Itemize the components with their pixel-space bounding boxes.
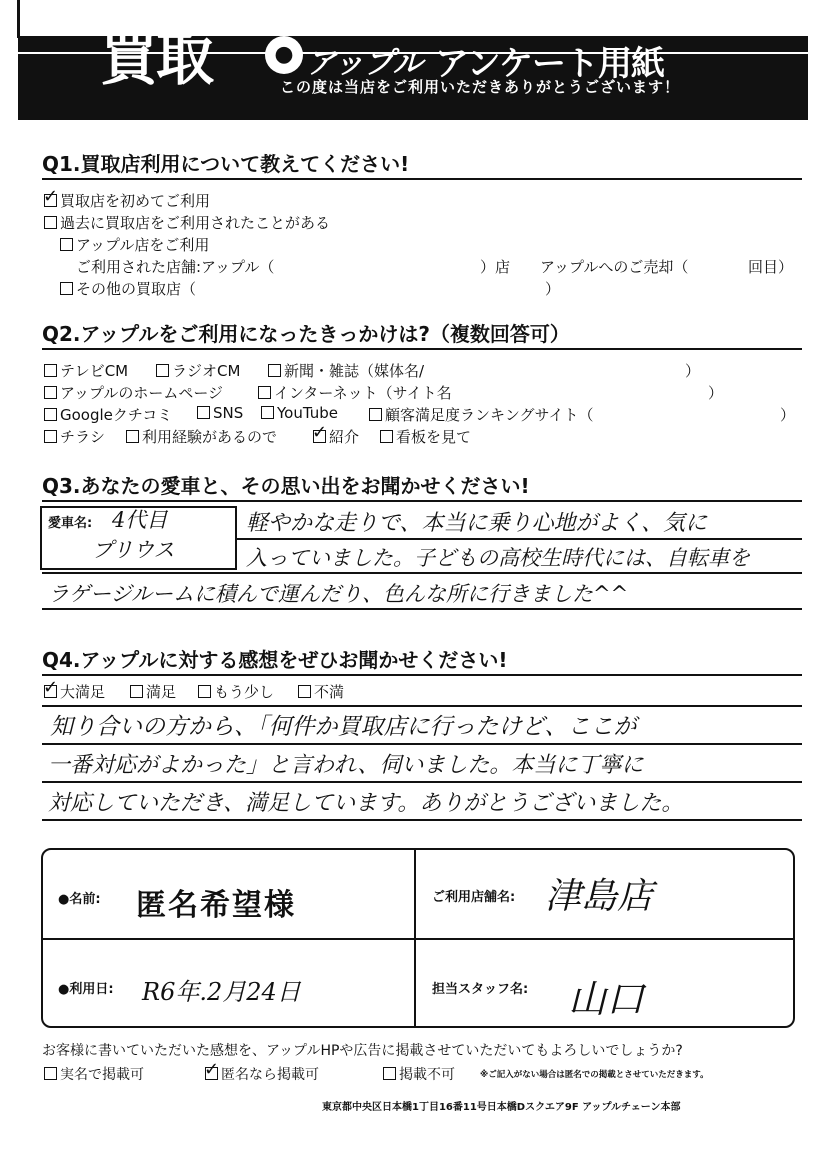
q2-ranking-close: ） bbox=[780, 406, 796, 424]
publish-note: ※ご記入がない場合は匿名での掲載とさせていただきます。 bbox=[480, 1070, 709, 1080]
publish-option-real[interactable]: 実名で掲載可 bbox=[44, 1064, 144, 1084]
checkbox-icon[interactable] bbox=[126, 430, 139, 443]
info-divider-v bbox=[414, 848, 416, 1028]
publish-option-no[interactable]: 掲載不可 bbox=[383, 1064, 455, 1084]
name-value: 匿名希望様 bbox=[136, 888, 296, 923]
q2-option-tv[interactable]: テレビCM bbox=[44, 360, 128, 381]
checkbox-icon[interactable] bbox=[261, 406, 274, 419]
checkbox-icon[interactable] bbox=[258, 386, 271, 399]
q1-option-other-close: ） bbox=[545, 280, 561, 298]
checkbox-icon[interactable] bbox=[44, 1067, 57, 1080]
q1-used-store-suffix: ）店 bbox=[480, 258, 511, 276]
q2-option-signboard[interactable]: 看板を見て bbox=[380, 426, 471, 447]
checkbox-icon[interactable] bbox=[44, 216, 57, 229]
comment-line1: 知り合いの方から、「何件か買取店に行ったけど、ここが bbox=[50, 714, 637, 740]
q2-internet-close: ） bbox=[708, 384, 724, 402]
checkbox-checked-icon[interactable] bbox=[313, 430, 326, 443]
car-name-label: 愛車名: bbox=[48, 516, 93, 531]
bullet-icon: ● bbox=[58, 982, 70, 997]
q1-option-apple[interactable]: アップル店をご利用 bbox=[60, 234, 209, 255]
q2-option-flyer[interactable]: チラシ bbox=[44, 426, 105, 447]
store-value: 津島店 bbox=[545, 876, 654, 917]
q4-title: Q4.アップルに対する感想をぜひお聞かせください! bbox=[42, 648, 508, 672]
checkbox-icon[interactable] bbox=[198, 685, 211, 698]
q4-option-unsatisfied[interactable]: 不満 bbox=[298, 681, 344, 702]
date-value: R6年.2月24日 bbox=[142, 978, 301, 1006]
comment-rule-0 bbox=[42, 705, 802, 707]
comment-rule-2 bbox=[42, 781, 802, 783]
checkbox-icon[interactable] bbox=[369, 408, 382, 421]
checkbox-icon[interactable] bbox=[383, 1067, 396, 1080]
publish-question: お客様に書いていただいた感想を、アップルHPや広告に掲載させていただいてもよろしいでしょうか? bbox=[42, 1043, 683, 1059]
checkbox-icon[interactable] bbox=[44, 408, 57, 421]
q1-sale-count-suffix: 回目） bbox=[748, 258, 794, 276]
store-label: ご利用店舗名: bbox=[432, 890, 516, 905]
date-label: ●利用日: bbox=[58, 982, 114, 997]
q2-option-paper[interactable]: 新聞・雑誌（媒体名/ bbox=[268, 360, 424, 381]
checkbox-checked-icon[interactable] bbox=[44, 194, 57, 207]
memory-line2: 入っていました。子どもの高校生時代には、自転車を bbox=[246, 546, 750, 570]
company-address: 東京都中央区日本橋1丁目16番11号日本橋Dスクエア9F アップルチェーン本部 bbox=[322, 1102, 681, 1113]
checkbox-icon[interactable] bbox=[197, 406, 210, 419]
checkbox-checked-icon[interactable] bbox=[205, 1067, 218, 1080]
q4-underline bbox=[42, 674, 802, 676]
memory-line3: ラゲージルームに積んで運んだり、色んな所に行きました^^ bbox=[48, 582, 629, 606]
staff-label: 担当スタッフ名: bbox=[432, 982, 529, 997]
staff-value: 山口 bbox=[568, 977, 645, 1021]
car-name-line1: 4代目 bbox=[112, 508, 168, 532]
q2-option-google[interactable]: Googleクチコミ bbox=[44, 404, 172, 425]
q2-option-referral[interactable]: ✓ 紹介 bbox=[313, 426, 359, 447]
q2-option-homepage[interactable]: アップルのホームページ bbox=[44, 382, 223, 403]
bullet-icon: ● bbox=[58, 892, 70, 907]
checkbox-icon[interactable] bbox=[156, 364, 169, 377]
q1-option-past[interactable]: 過去に買取店をご利用されたことがある bbox=[44, 212, 330, 233]
checkbox-icon[interactable] bbox=[268, 364, 281, 377]
apple-logo-icon: ● bbox=[265, 36, 303, 74]
q1-option-first[interactable]: ✓買取店を初めてご利用 bbox=[44, 190, 210, 211]
checkbox-icon[interactable] bbox=[44, 386, 57, 399]
name-label: ●名前: bbox=[58, 892, 101, 907]
publish-option-anon[interactable]: ✓ 匿名なら掲載可 bbox=[205, 1064, 319, 1084]
q4-option-satisfied[interactable]: 満足 bbox=[130, 681, 176, 702]
q4-option-more[interactable]: もう少し bbox=[198, 681, 274, 702]
checkbox-icon[interactable] bbox=[298, 685, 311, 698]
q1-used-store-label: ご利用された店舗:アップル（ bbox=[76, 258, 275, 276]
q3-title: Q3.あなたの愛車と、その思い出をお聞かせください! bbox=[42, 474, 530, 498]
q1-sale-count-label: アップルへのご売却（ bbox=[540, 258, 689, 276]
q2-option-experience[interactable]: 利用経験があるので bbox=[126, 426, 277, 447]
header-subtitle: この度は当店をご利用いただきありがとうございます！ bbox=[280, 78, 681, 96]
q2-paper-close: ） bbox=[685, 362, 701, 380]
comment-line2: 一番対応がよかった」と言われ、伺いました。本当に丁寧に bbox=[48, 753, 644, 778]
checkbox-icon[interactable] bbox=[60, 238, 73, 251]
q2-option-youtube[interactable]: YouTube bbox=[261, 404, 338, 422]
header-brand: アップル bbox=[306, 46, 423, 81]
q2-option-sns[interactable]: SNS bbox=[197, 404, 243, 422]
q2-underline bbox=[42, 348, 802, 350]
checkbox-icon[interactable] bbox=[130, 685, 143, 698]
q1-option-other[interactable]: その他の買取店（ bbox=[60, 278, 196, 299]
car-name-line2: プリウス bbox=[92, 538, 175, 562]
checkbox-checked-icon[interactable] bbox=[44, 685, 57, 698]
q2-option-ranking[interactable]: 顧客満足度ランキングサイト（ bbox=[369, 404, 594, 425]
header-kanji: 買取 bbox=[100, 25, 213, 93]
checkbox-icon[interactable] bbox=[44, 364, 57, 377]
memory-rule-3 bbox=[42, 608, 802, 610]
checkbox-icon[interactable] bbox=[44, 430, 57, 443]
memory-rule-2 bbox=[42, 572, 802, 574]
q1-underline bbox=[42, 178, 802, 180]
q2-option-internet[interactable]: インターネット（サイト名 bbox=[258, 382, 452, 403]
comment-rule-3 bbox=[42, 819, 802, 821]
q4-option-very-satisfied[interactable]: ✓大満足 bbox=[44, 681, 105, 702]
checkbox-icon[interactable] bbox=[60, 282, 73, 295]
q3-underline bbox=[42, 500, 802, 502]
q1-title: Q1.買取店利用について教えてください! bbox=[42, 152, 410, 176]
memory-line1: 軽やかな走りで、本当に乗り心地がよく、気に bbox=[246, 511, 708, 536]
comment-line3: 対応していただき、満足しています。ありがとうございました。 bbox=[48, 791, 684, 816]
q2-option-radio[interactable]: ラジオCM bbox=[156, 360, 240, 381]
checkbox-icon[interactable] bbox=[380, 430, 393, 443]
memory-rule-1 bbox=[236, 538, 802, 540]
header-title: アンケート用紙 bbox=[435, 44, 664, 84]
margin-mark bbox=[17, 0, 20, 38]
q2-title: Q2.アップルをご利用になったきっかけは?（複数回答可） bbox=[42, 322, 570, 346]
comment-rule-1 bbox=[42, 743, 802, 745]
info-divider-h bbox=[41, 938, 795, 940]
